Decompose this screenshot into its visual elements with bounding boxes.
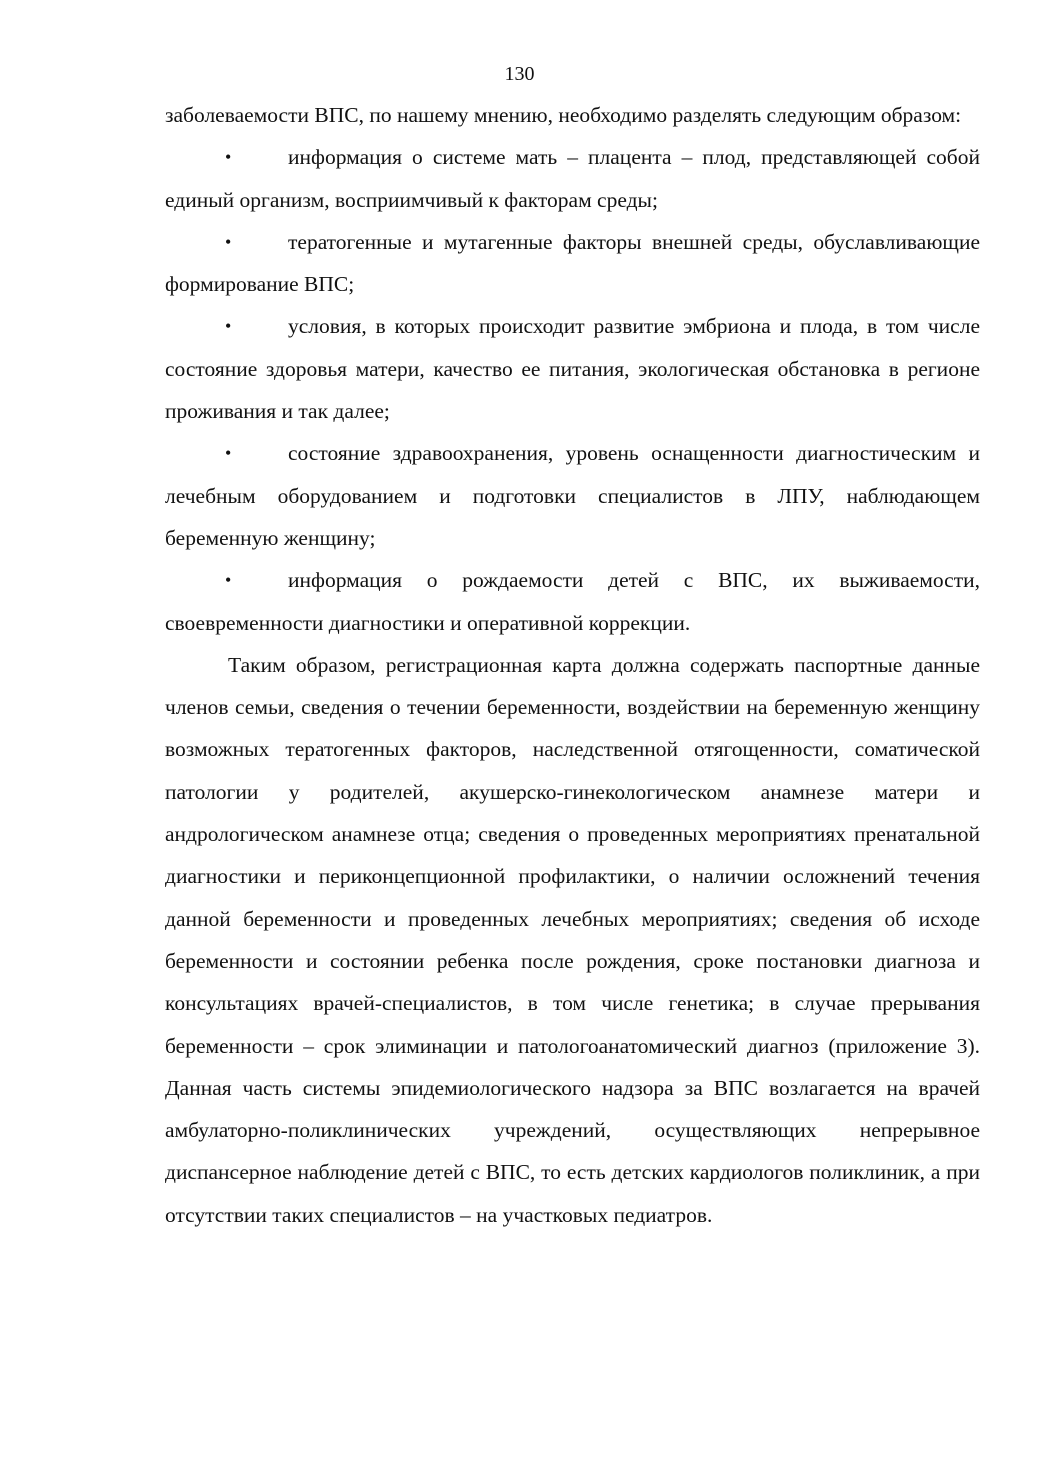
list-item-text: состояние здравоохранения, уровень оснащенности диагностическим и лечебным оборудованием и подготовки специалистов в ЛПУ, наблюдающем беременную женщину;: [165, 441, 980, 550]
conclusion-paragraph: Таким образом, регистрационная карта должна содержать паспортные данные членов семьи, сведения о течении беременности, воздействии на беременную женщину возможных тератогенных факторов, наследственной отягощенности, соматической патологии у родителей, акушерско-гинекологическом анамнезе матери и андрологическом анамнезе отца; сведения о проведенных мероприятиях пренатальной диагностики и периконцепционной профилактики, о наличии осложнений течения данной беременности и проведенных лечебных мероприятиях; сведения об исходе беременности и состоянии ребенка после рождения, сроке постановки диагноза и консультациях врачей-специалистов, в том числе генетика; в случае прерывания беременности – срок элиминации и патологоанатомический диагноз (приложение 3). Данная часть системы эпидемиологического надзора за ВПС возлагается на врачей амбулаторно-поликлинических учреждений, осуществляющих непрерывное диспансерное наблюдение детей с ВПС, то есть детских кардиологов поликлиник, а при отсутствии таких специалистов – на участковых педиатров.: [165, 652, 980, 1227]
list-item-text: информация о рождаемости детей с ВПС, их выживаемости, своевременности диагностики и оперативной коррекции.: [165, 568, 980, 635]
list-item: [165, 221, 980, 306]
bullet-icon: •: [225, 316, 232, 337]
bullet-list: [165, 136, 980, 644]
bullet-icon: •: [225, 570, 232, 591]
list-item: [165, 136, 980, 221]
bullet-icon: •: [225, 443, 232, 464]
list-item-text: информация о системе мать – плацента – плод, представляющей собой единый организм, восприимчивый к факторам среды;: [165, 145, 980, 212]
bullet-icon: •: [225, 231, 232, 252]
list-item-text: тератогенные и мутагенные факторы внешней среды, обуславливающие формирование ВПС;: [165, 229, 980, 297]
intro-paragraph: заболеваемости ВПС, по нашему мнению, необходимо разделять следующим образом:: [165, 103, 962, 127]
document-body: [165, 94, 980, 1236]
list-item: [165, 432, 980, 559]
list-item: [165, 559, 980, 644]
list-item-text: условия, в которых происходит развитие эмбриона и плода, в том числе состояние здоровья матери, качество ее питания, экологическая обстановка в регионе проживания и так далее;: [165, 314, 980, 424]
list-item: [165, 305, 980, 432]
bullet-icon: •: [225, 147, 232, 168]
page-number: 130: [504, 63, 535, 85]
